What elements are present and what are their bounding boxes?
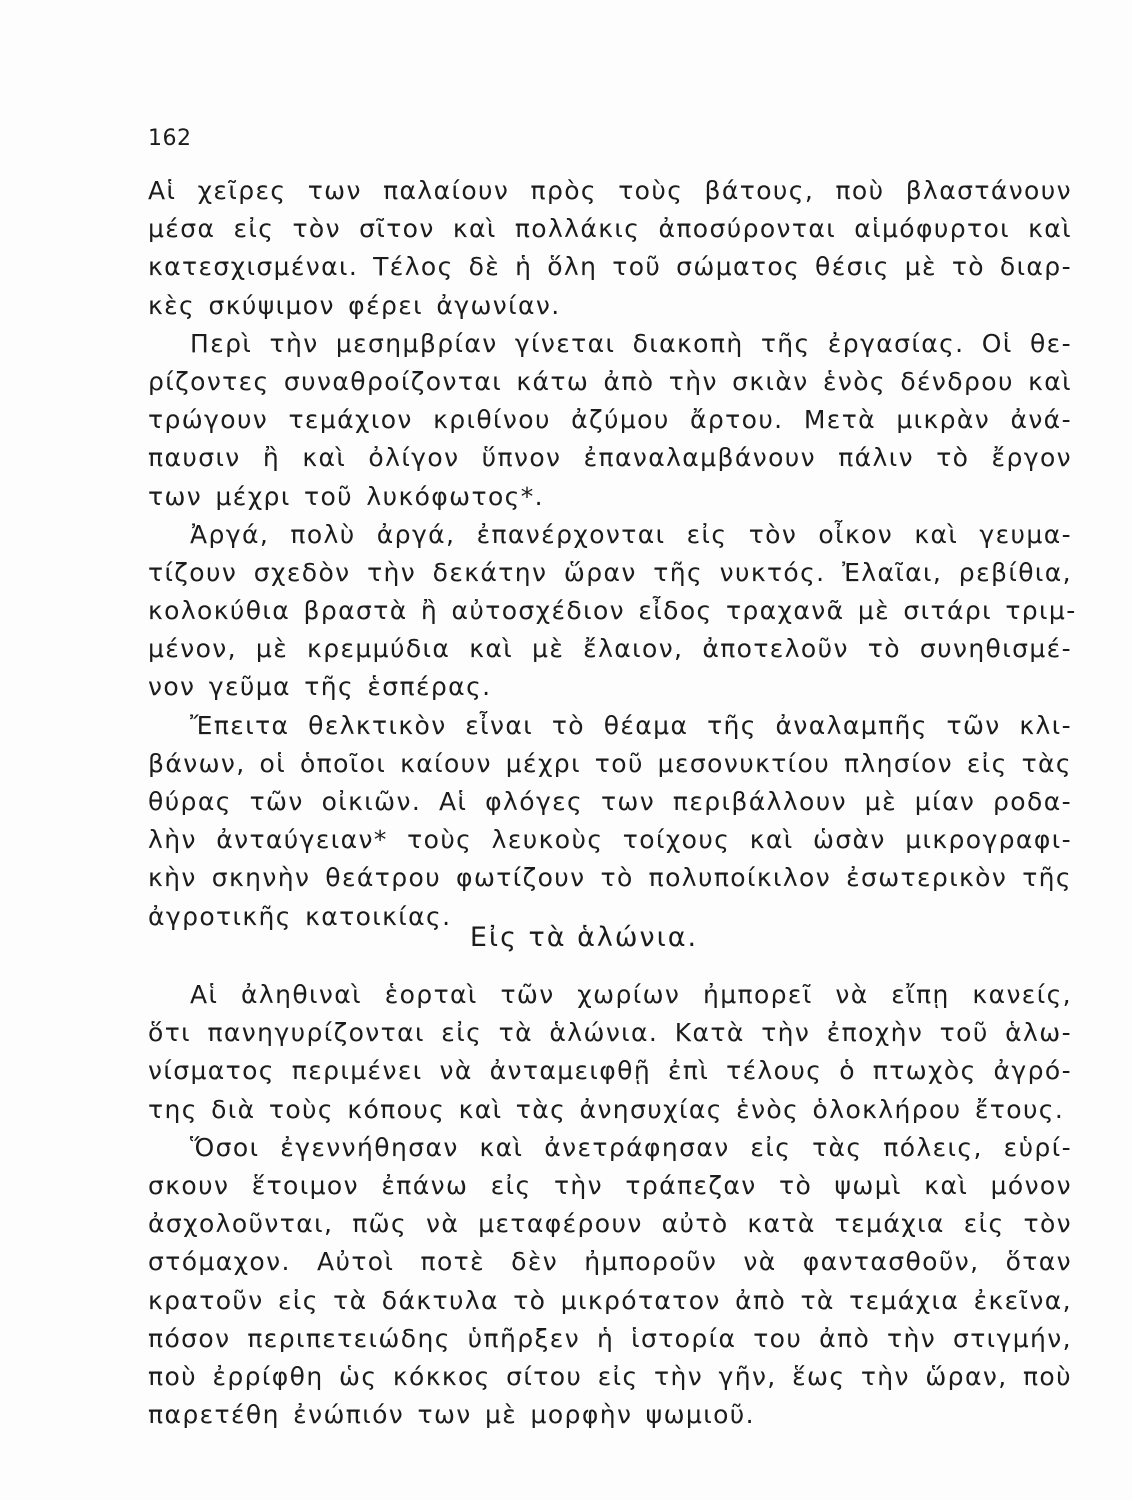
text-line: κατεσχισμέναι. Τέλος δὲ ἡ ὅλη τοῦ σώματος θέσις μὲ τὸ διαρ-: [148, 252, 1072, 282]
text-line: πόσον περιπετειώδης ὑπῆρξεν ἡ ἱστορία του ἀπὸ τὴν στιγμήν,: [148, 1323, 1072, 1353]
text-line: στόμαχον. Αὐτοὶ ποτὲ δὲν ἠμποροῦν νὰ φαντασθοῦν, ὅταν: [148, 1247, 1072, 1277]
text-line: Αἱ χεῖρες των παλαίουν πρὸς τοὺς βάτους, ποὺ βλαστάνουν: [148, 176, 1072, 205]
text-line: Ἀργά, πολὺ ἀργά, ἐπανέρχονται εἰς τὸν οἶκον καὶ γευμα-: [190, 519, 1072, 549]
text-line: των μέχρι τοῦ λυκόφωτος*.: [148, 481, 544, 511]
text-line: μένον, μὲ κρεμμύδια καὶ μὲ ἔλαιον, ἀποτελοῦν τὸ συνηθισμέ-: [148, 634, 1072, 664]
text-line: βάνων, οἱ ὁποῖοι καίουν μέχρι τοῦ μεσονυκτίου πλησίον εἰς τὰς: [148, 748, 1072, 778]
text-line: ἀγροτικῆς κατοικίας.: [148, 901, 452, 931]
text-line: λὴν ἀνταύγειαν* τοὺς λευκοὺς τοίχους καὶ ὡσὰν μικρογραφι-: [148, 825, 1072, 855]
text-line: ποὺ ἐρρίφθη ὡς κόκκος σίτου εἰς τὴν γῆν, ἕως τὴν ὥραν, ποὺ: [148, 1361, 1072, 1391]
text-line: θύρας τῶν οἰκιῶν. Αἱ φλόγες των περιβάλλουν μὲ μίαν ροδα-: [148, 787, 1072, 816]
text-block-harvest: [148, 172, 1077, 936]
text-line: ὅτι πανηγυρίζονται εἰς τὰ ἁλώνια. Κατὰ τὴν ἐποχὴν τοῦ ἁλω-: [148, 1018, 1072, 1048]
page-number: 162: [148, 126, 192, 151]
text-line: ρίζοντες συναθροίζονται κάτω ἀπὸ τὴν σκιὰν ἑνὸς δένδρου καὶ: [148, 366, 1072, 396]
text-line: κρατοῦν εἰς τὰ δάκτυλα τὸ μικρότατον ἀπὸ τὰ τεμάχια ἐκεῖνα,: [148, 1285, 1072, 1315]
text-line: κὴν σκηνὴν θεάτρου φωτίζουν τὸ πολυποίκιλον ἐσωτερικὸν τῆς: [148, 863, 1072, 893]
text-line: νον γεῦμα τῆς ἑσπέρας.: [148, 672, 492, 702]
section-title: Εἰς τὰ ἁλώνια.: [469, 922, 699, 953]
text-line: Περὶ τὴν μεσημβρίαν γίνεται διακοπὴ τῆς ἐργασίας. Οἱ θε-: [190, 328, 1072, 358]
text-line: κολοκύθια βραστὰ ἢ αὐτοσχέδιον εἶδος τραχανᾶ μὲ σιτάρι τριμ-: [148, 596, 1077, 626]
text-line: Ἔπειτα θελκτικὸν εἶναι τὸ θέαμα τῆς ἀναλαμπῆς τῶν κλι-: [190, 710, 1072, 740]
text-line: κὲς σκύψιμον φέρει ἀγωνίαν.: [148, 290, 561, 320]
text-line: τίζουν σχεδὸν τὴν δεκάτην ὥραν τῆς νυκτός. Ἐλαῖαι, ρεβίθια,: [148, 557, 1072, 587]
text-line: Ὅσοι ἐγεννήθησαν καὶ ἀνετράφησαν εἰς τὰς πόλεις, εὑρί-: [190, 1132, 1072, 1162]
text-line: νίσματος περιμένει νὰ ἀνταμειφθῇ ἐπὶ τέλους ὁ πτωχὸς ἀγρό-: [148, 1056, 1072, 1086]
text-block-threshing: [148, 976, 1072, 1434]
text-line: σκουν ἕτοιμον ἐπάνω εἰς τὴν τράπεζαν τὸ ψωμὶ καὶ μόνον: [148, 1170, 1072, 1200]
text-line: ἀσχολοῦνται, πῶς νὰ μεταφέρουν αὐτὸ κατὰ τεμάχια εἰς τὸν: [148, 1209, 1072, 1239]
text-line: μέσα εἰς τὸν σῖτον καὶ πολλάκις ἀποσύρονται αἱμόφυρτοι καὶ: [148, 214, 1072, 244]
text-line: παυσιν ἢ καὶ ὀλίγον ὕπνον ἐπαναλαμβάνουν πάλιν τὸ ἔργον: [148, 443, 1072, 473]
text-line: Αἱ ἀληθιναὶ ἑορταὶ τῶν χωρίων ἠμπορεῖ νὰ εἴπῃ κανείς,: [190, 980, 1072, 1009]
text-line: τρώγουν τεμάχιον κριθίνου ἀζύμου ἄρτου. Μετὰ μικρὰν ἀνά-: [148, 405, 1072, 435]
text-line: της διὰ τοὺς κόπους καὶ τὰς ἀνησυχίας ἑνὸς ὁλοκλήρου ἔτους.: [148, 1094, 1065, 1124]
text-line: παρετέθη ἐνώπιόν των μὲ μορφὴν ψωμιοῦ.: [148, 1400, 755, 1430]
